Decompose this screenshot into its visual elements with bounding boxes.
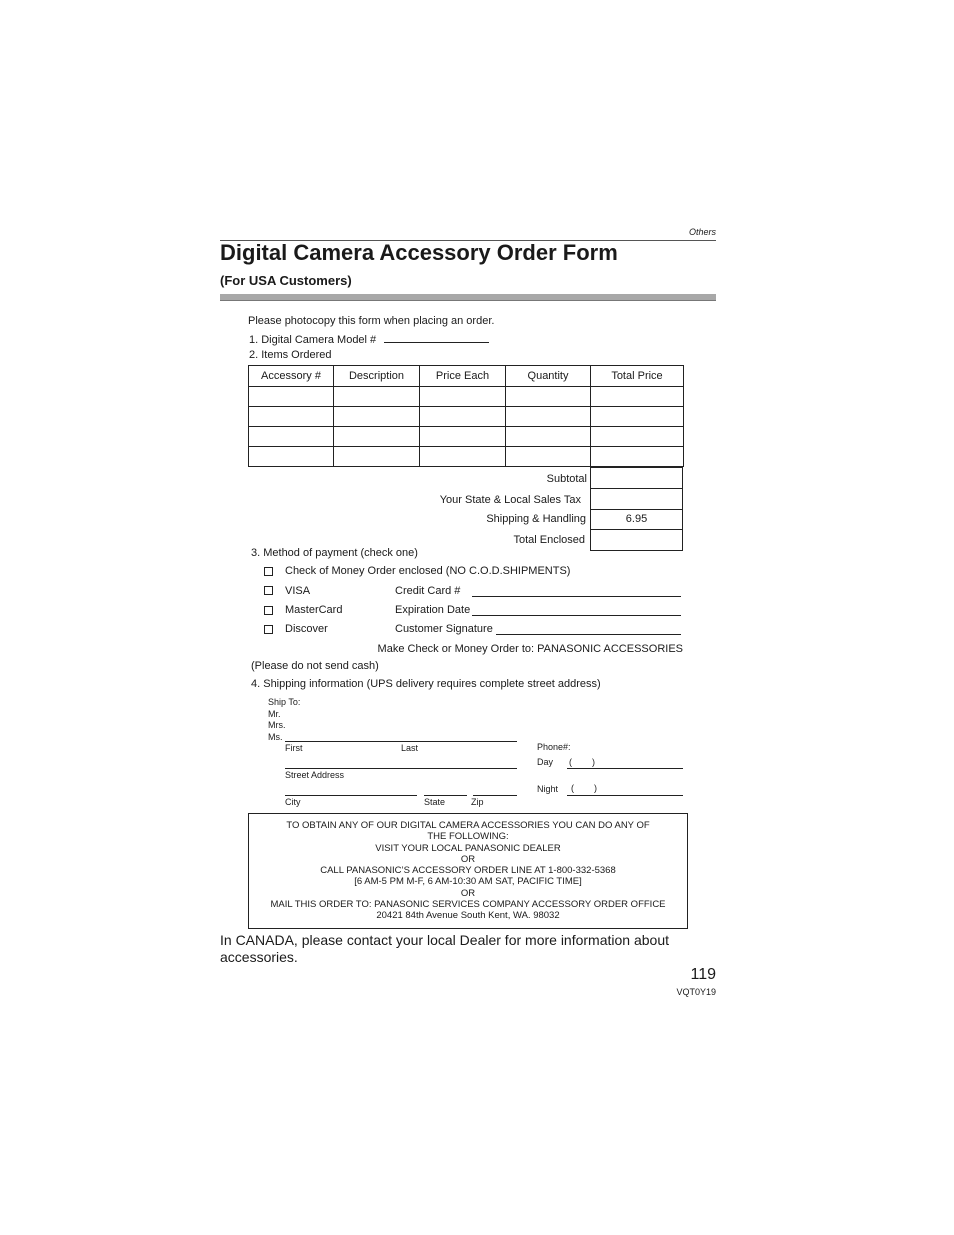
table-cell[interactable] [249,447,334,467]
table-row [249,447,684,467]
table-cell[interactable] [591,427,684,447]
title-divider-bar [220,294,716,301]
credit-card-label: Credit Card # [395,585,461,597]
total-enclosed-field[interactable] [590,529,683,551]
street-address-field[interactable] [285,768,517,769]
total-enclosed-label: Total Enclosed [513,534,585,546]
expiration-date-field[interactable] [472,615,681,616]
check-money-order-label: Check of Money Order enclosed (NO C.O.D.SHIPMENTS) [285,565,571,577]
first-name-label: First [285,743,303,753]
table-row [249,427,684,447]
page-title: Digital Camera Accessory Order Form [220,240,618,265]
camera-model-field[interactable] [384,342,489,343]
subtotal-label: Subtotal [546,473,587,485]
col-header-price-each: Price Each [420,366,506,387]
last-name-label: Last [401,743,419,753]
state-field[interactable] [424,795,467,796]
phone-label: Phone#: [537,742,571,752]
table-row [249,387,684,407]
shipping-handling-value: 6.95 [590,509,683,530]
no-cash-notice: (Please do not send cash) [251,660,379,672]
table-cell[interactable] [334,447,420,467]
table-cell[interactable] [249,407,334,427]
city-field[interactable] [285,795,417,796]
table-cell[interactable] [249,427,334,447]
table-cell[interactable] [591,407,684,427]
day-phone-field[interactable] [567,768,683,769]
subtotal-field[interactable] [590,467,683,489]
table-cell[interactable] [334,387,420,407]
table-cell[interactable] [506,427,591,447]
visa-label: VISA [285,585,311,597]
mrs-label: Mrs. [268,720,286,730]
customer-signature-label: Customer Signature [395,623,493,635]
night-paren-open: ( [571,783,574,793]
table-cell[interactable] [591,447,684,467]
instruction-line: THE FOLLOWING: [427,831,509,843]
check-money-order-checkbox[interactable] [264,567,273,576]
instruction-line: TO OBTAIN ANY OF OUR DIGITAL CAMERA ACCESSORIES YOU CAN DO ANY OF [286,820,650,831]
street-address-label: Street Address [285,770,345,780]
table-cell[interactable] [334,427,420,447]
col-header-accessory: Accessory # [249,366,334,387]
expiration-date-label: Expiration Date [395,604,471,616]
table-cell[interactable] [591,387,684,407]
document-code: VQT0Y19 [676,987,716,997]
instruction-line: 20421 84th Avenue South Kent, WA. 98032 [376,910,560,922]
mr-label: Mr. [268,709,281,719]
discover-checkbox[interactable] [264,625,273,634]
shipping-handling-label: Shipping & Handling [486,513,586,525]
col-header-quantity: Quantity [506,366,591,387]
sales-tax-field[interactable] [590,488,683,510]
state-label: State [424,797,446,807]
table-cell[interactable] [506,447,591,467]
zip-label: Zip [471,797,484,807]
canada-notice: In CANADA, please contact your local Dealer for more information about accessories. [220,932,669,965]
table-cell[interactable] [420,427,506,447]
night-paren-close: ) [594,783,597,793]
shipping-info-label: 4. Shipping information (UPS delivery requires complete street address) [251,678,601,690]
col-header-total-price: Total Price [591,366,684,387]
ship-to-label: Ship To: [268,697,301,707]
table-cell[interactable] [249,387,334,407]
col-header-description: Description [334,366,420,387]
instruction-line: OR [460,853,476,865]
night-phone-field[interactable] [567,795,683,796]
page-number: 119 [690,966,716,983]
intro-text: Please photocopy this form when placing an order. [248,315,495,327]
instruction-line: MAIL THIS ORDER TO: PANASONIC SERVICES COMPANY ACCESSORY ORDER OFFICE [270,899,666,911]
table-row [249,407,684,427]
instruction-line: VISIT YOUR LOCAL PANASONIC DEALER [375,842,561,854]
table-cell[interactable] [506,407,591,427]
order-instructions-box [248,813,688,929]
visa-checkbox[interactable] [264,586,273,595]
make-check-payable-text: Make Check or Money Order to: PANASONIC ACCESSORIES [377,643,683,655]
instruction-line: CALL PANASONIC’S ACCESSORY ORDER LINE AT 1-800-332-5368 [320,865,616,877]
table-cell[interactable] [420,387,506,407]
instruction-line: OR [460,887,476,899]
zip-field[interactable] [473,795,517,796]
day-phone-label: Day [537,757,554,767]
customer-signature-field[interactable] [496,634,681,635]
mastercard-label: MasterCard [285,604,343,616]
day-paren-open: ( [569,757,572,767]
night-phone-label: Night [537,784,559,794]
payment-method-label: 3. Method of payment (check one) [251,547,418,559]
name-field[interactable] [285,741,517,742]
camera-model-label: 1. Digital Camera Model # [249,334,377,346]
items-ordered-label: 2. Items Ordered [249,349,332,361]
items-table [248,365,684,467]
instruction-line: [6 AM-5 PM M-F, 6 AM-10:30 AM SAT, PACIFIC TIME] [354,876,582,888]
discover-label: Discover [285,623,328,635]
credit-card-field[interactable] [472,596,681,597]
ms-label: Ms. [268,732,283,742]
table-cell[interactable] [420,447,506,467]
table-cell[interactable] [334,407,420,427]
section-label: Others [688,227,716,237]
mastercard-checkbox[interactable] [264,606,273,615]
day-paren-close: ) [592,757,595,767]
city-label: City [285,797,301,807]
table-cell[interactable] [420,407,506,427]
sales-tax-label: Your State & Local Sales Tax [439,494,581,506]
table-cell[interactable] [506,387,591,407]
table-header-row [249,366,684,387]
page-subtitle: (For USA Customers) [220,273,352,288]
